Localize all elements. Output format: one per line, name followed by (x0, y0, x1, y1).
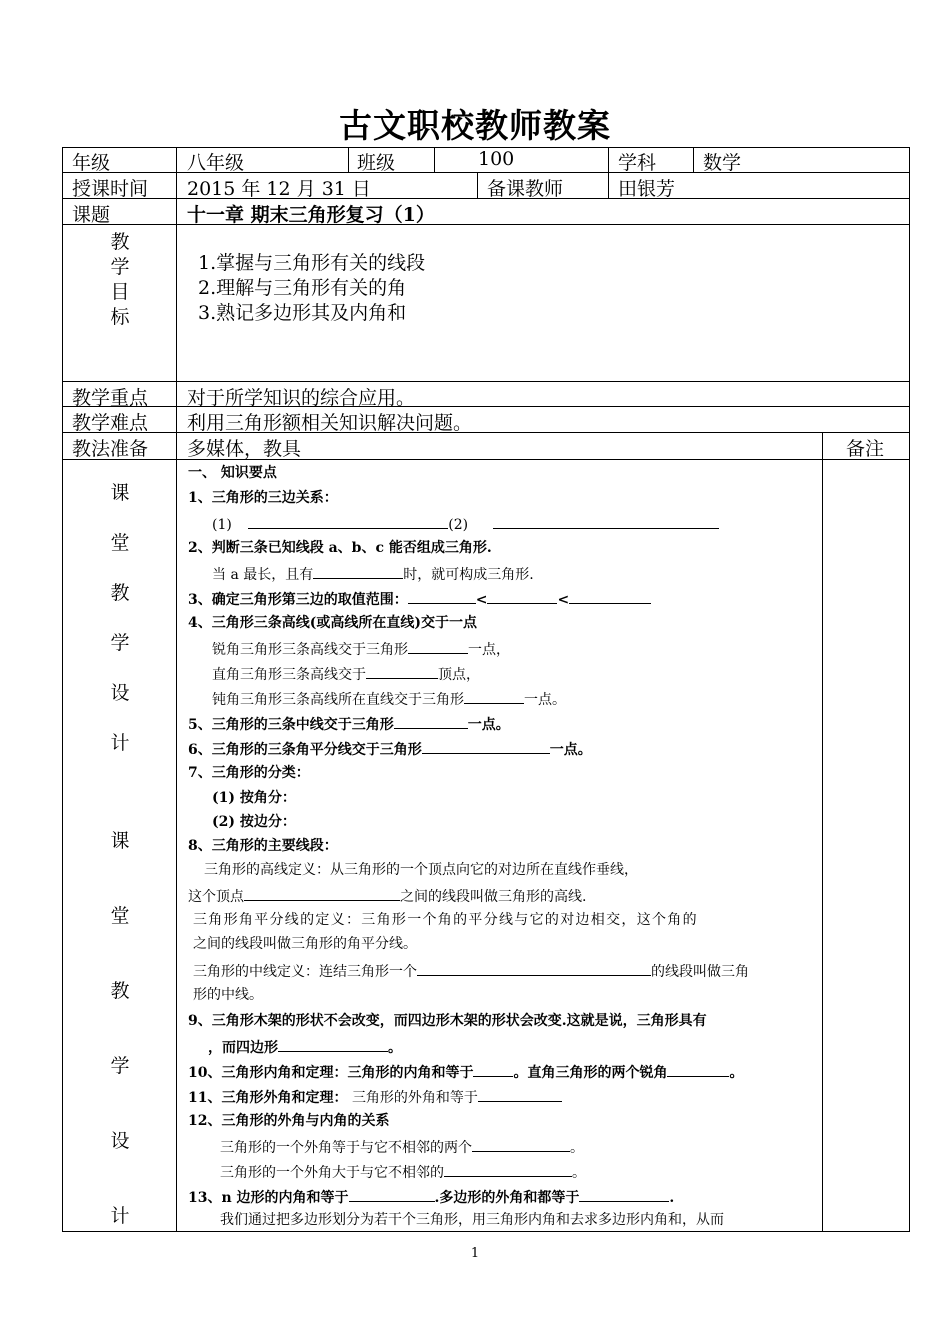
content-line: 10、三角形内角和定理：三角形的内角和等于 。直角三角形的两个锐角 。 (188, 1062, 743, 1082)
design-char-12: 计 (110, 1205, 130, 1227)
goal-item-1: 1.掌握与三角形有关的线段 (198, 252, 426, 274)
key-point-value: 对于所学知识的综合应用。 (187, 387, 416, 409)
goals-label-4: 标 (110, 306, 130, 328)
difficulty-value: 利用三角形额相关知识解决问题。 (187, 412, 473, 434)
class-label: 班级 (357, 152, 396, 174)
content-line: 锐角三角形三条高线交于三角形 一点， (212, 639, 510, 659)
content-line: 三角形的一个外角等于与它不相邻的两个 。 (220, 1137, 584, 1157)
design-char-6: 计 (110, 732, 130, 754)
content-line: 我们通过把多边形划分为若干个三角形，用三角形内角和去求多边形内角和，从而 (220, 1212, 724, 1228)
design-char-4: 学 (110, 632, 130, 654)
page-number: 1 (470, 1246, 480, 1261)
content-line: 9、三角形木架的形状不会改变，而四边形木架的形状会改变.这就是说，三角形具有 (188, 1013, 707, 1029)
subject-label: 学科 (618, 152, 657, 174)
method-label: 教法准备 (72, 438, 149, 460)
goals-label-3: 目 (110, 281, 130, 303)
content-line: 三角形的一个外角大于与它不相邻的 。 (220, 1162, 586, 1182)
design-char-10: 学 (110, 1055, 130, 1077)
goal-item-2: 2.理解与三角形有关的角 (198, 277, 407, 299)
teacher-label: 备课教师 (487, 178, 564, 200)
content-line: 8、三角形的主要线段： (188, 838, 338, 854)
difficulty-label: 教学难点 (72, 412, 149, 434)
teacher-value: 田银芳 (618, 178, 676, 200)
topic-value: 十一章 期末三角形复习（1） (187, 204, 435, 226)
content-line: ，而四边形 。 (208, 1037, 402, 1057)
content-line: 2、判断三条已知线段 a、b、c 能否组成三角形. (188, 540, 492, 556)
content-line: 7、三角形的分类： (188, 765, 310, 781)
content-line: 6、三角形的三条角平分线交于三角形 一点。 (188, 739, 592, 759)
goal-item-3: 3.熟记多边形其及内角和 (198, 302, 407, 324)
content-line: 12、三角形的外角与内角的关系 (188, 1113, 390, 1129)
content-line: 当 a 最长，且有 时，就可构成三角形. (212, 564, 534, 584)
content-line: 之间的线段叫做三角形的角平分线。 (193, 936, 417, 952)
content-line: 这个顶点 之间的线段叫做三角形的高线. (188, 886, 586, 906)
content-line: (2) 按边分： (212, 814, 296, 830)
goals-label-2: 学 (110, 256, 130, 278)
content-line: 三角形的高线定义：从三角形的一个顶点向它的对边所在直线作垂线， (204, 862, 638, 878)
time-value: 2015 年 12 月 31 日 (187, 178, 371, 200)
content-line: 一、 知识要点 (188, 465, 277, 481)
remark-label: 备注 (846, 438, 885, 460)
content-line: (1) (2) (212, 514, 719, 534)
class-value: 100 (478, 148, 515, 170)
content-line: 3、确定三角形第三边的取值范围： < < (188, 589, 651, 609)
content-line: 三角形的中线定义：连结三角形一个 的线段叫做三角 (193, 961, 749, 981)
key-point-label: 教学重点 (72, 387, 149, 409)
topic-label: 课题 (72, 204, 111, 226)
design-char-3: 教 (110, 582, 130, 604)
content-line: 三角形角平分线的定义：三角形一个角的平分线与它的对边相交，这个角的 (193, 912, 698, 928)
content-line: 11、三角形外角和定理： 三角形的外角和等于 (188, 1087, 562, 1107)
design-char-5: 设 (110, 682, 130, 704)
goals-label-1: 教 (110, 231, 130, 253)
time-label: 授课时间 (72, 178, 149, 200)
design-char-2: 堂 (110, 532, 130, 554)
subject-value: 数学 (703, 152, 742, 174)
content-line: 13、n 边形的内角和等于 .多边形的外角和都等于 . (188, 1187, 674, 1207)
method-value: 多媒体，教具 (187, 438, 302, 460)
content-line: 5、三角形的三条中线交于三角形 一点。 (188, 714, 510, 734)
content-line: (1) 按角分： (212, 790, 296, 806)
content-line: 直角三角形三条高线交于 顶点， (212, 664, 480, 684)
design-char-11: 设 (110, 1130, 130, 1152)
design-char-7: 课 (110, 830, 130, 852)
content-line: 1、三角形的三边关系： (188, 490, 338, 506)
design-char-8: 堂 (110, 905, 130, 927)
page-title: 古文职校教师教案 (339, 106, 611, 145)
content-line: 4、三角形三条高线(或高线所在直线)交于一点 (188, 615, 477, 631)
design-char-9: 教 (110, 980, 130, 1002)
grade-label: 年级 (72, 152, 111, 174)
content-line: 形的中线。 (193, 987, 263, 1003)
design-char-1: 课 (110, 482, 130, 504)
content-line: 钝角三角形三条高线所在直线交于三角形 一点。 (212, 689, 566, 709)
grade-value: 八年级 (187, 152, 245, 174)
